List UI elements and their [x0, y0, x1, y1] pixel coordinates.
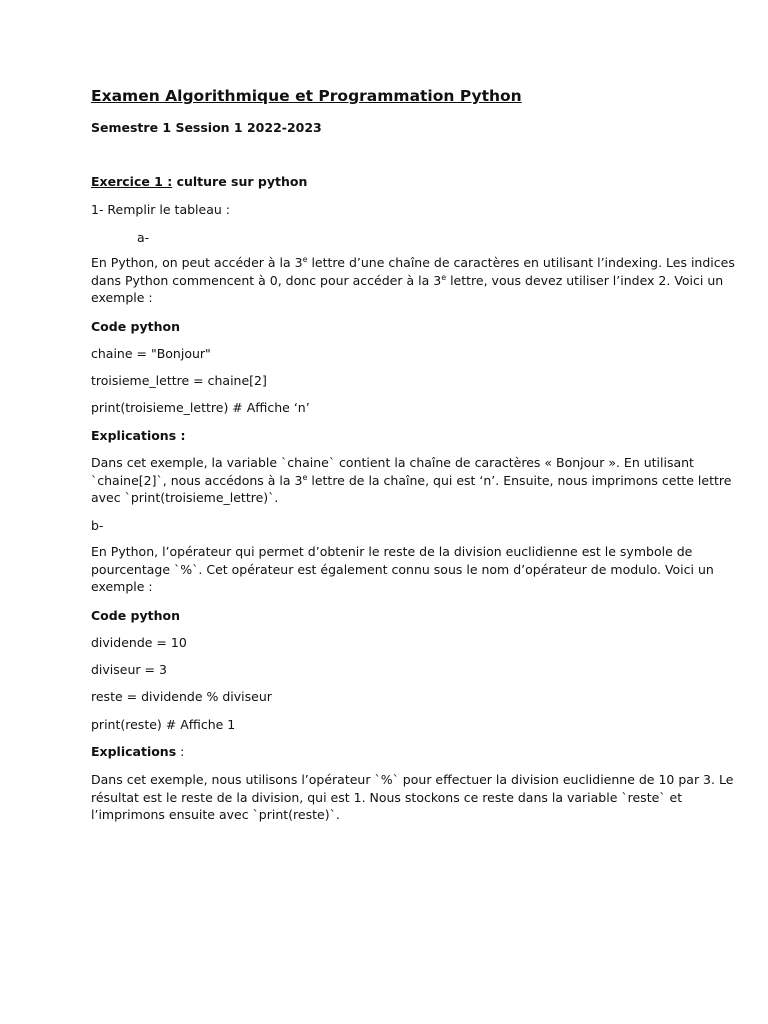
- part-b-explanation: [91, 771, 734, 824]
- code-line: dividende = 10: [91, 635, 187, 650]
- question-1: 1- Remplir le tableau :: [91, 202, 230, 217]
- part-a-explanation-line: avec `print(troisieme_lettre)`.: [91, 490, 279, 505]
- document-title: Examen Algorithmique et Programmation Python: [91, 87, 522, 105]
- part-b-intro-line: En Python, l’opérateur qui permet d’obtenir le reste de la division euclidienne est le symbole de: [91, 544, 693, 559]
- part-a-label: a-: [137, 230, 150, 245]
- part-a-intro-line: En Python, on peut accéder à la 3e lettre d’une chaîne de caractères en utilisant l’indexing. Les indices: [91, 254, 735, 270]
- exercise-heading: [91, 173, 691, 190]
- part-b-label: b-: [91, 518, 104, 533]
- part-a-explanation-heading: Explications :: [91, 428, 186, 443]
- part-b-explanation-line: résultat est le reste de la division, qui est 1. Nous stockons ce reste dans la variable `reste` et: [91, 789, 683, 805]
- part-b-explanation-heading: Explications :: [91, 744, 185, 759]
- part-b-intro: [91, 543, 714, 596]
- part-a-code-heading: Code python: [91, 319, 180, 334]
- code-line: print(troisieme_lettre) # Affiche ‘n’: [91, 400, 310, 415]
- code-line: troisieme_lettre = chaine[2]: [91, 373, 267, 388]
- part-a-explanation: [91, 454, 732, 507]
- part-b-code-heading: Code python: [91, 608, 180, 623]
- code-line: chaine = "Bonjour": [91, 346, 211, 361]
- code-line: reste = dividende % diviseur: [91, 689, 272, 704]
- code-line: diviseur = 3: [91, 662, 167, 677]
- part-b-intro-line: exemple :: [91, 579, 153, 594]
- part-a-intro: [91, 254, 735, 307]
- part-b-intro-line: pourcentage `%`. Cet opérateur est également connu sous le nom d’opérateur de modulo. Voici un: [91, 561, 714, 577]
- exercise-topic: culture sur python: [172, 174, 308, 189]
- part-a-intro-line: dans Python commencent à 0, donc pour accéder à la 3e lettre, vous devez utiliser l’index 2. Voici un: [91, 272, 724, 288]
- part-a-intro-line: exemple :: [91, 290, 153, 305]
- part-b-explanation-line: Dans cet exemple, nous utilisons l’opérateur `%` pour effectuer la division euclidienne de 10 par 3. Le: [91, 772, 734, 787]
- part-b-explanation-line: l’imprimons ensuite avec `print(reste)`.: [91, 807, 340, 822]
- part-a-explanation-line: `chaine[2]`, nous accédons à la 3e lettre de la chaîne, qui est ‘n’. Ensuite, nous imprimons cette lettre: [91, 472, 732, 488]
- exercise-label: Exercice 1 :: [91, 174, 173, 189]
- part-a-explanation-line: Dans cet exemple, la variable `chaine` contient la chaîne de caractères « Bonjour ». En utilisant: [91, 455, 694, 470]
- code-line: print(reste) # Affiche 1: [91, 717, 236, 732]
- session-subtitle: Semestre 1 Session 1 2022-2023: [91, 120, 322, 135]
